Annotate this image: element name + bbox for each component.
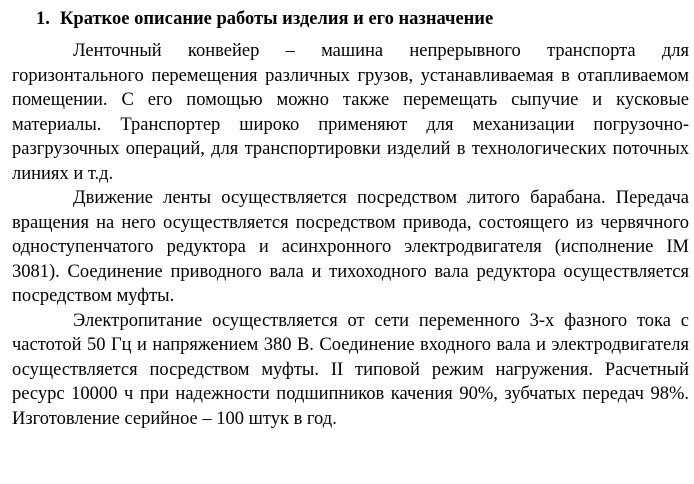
section-heading: [36, 8, 689, 30]
paragraph-purpose: Ленточный конвейер – машина непрерывного транспорта для горизонтального перемещения различных грузов, устанавливаемая в отапливаемом помещении. С его помощью можно также перемещать сыпучие и кусковые материалы. Транспортер широко применяют для механизации погрузочно-разгрузочных операций, для транспортировки изделий в технологических поточных линиях и т.д.: [12, 41, 689, 184]
section-number: 1.: [36, 9, 50, 29]
document-page: [12, 8, 689, 431]
section-title: Краткое описание работы изделия и его назначение: [60, 9, 494, 29]
paragraph-power: Электропитание осуществляется от сети переменного 3-х фазного тока с частотой 50 Гц и напряжением 380 В. Соединение входного вала и электродвигателя осуществляется посредством муфты. II типовой режим нагружения. Расчетный ресурс 10000 ч при надежности подшипников качения 90%, зубчатых передач 98%. Изготовление серийное – 100 штук в год.: [12, 310, 689, 429]
paragraph-drive: Движение ленты осуществляется посредством литого барабана. Передача вращения на него осуществляется посредством привода, состоящего из червячного одноступенчатого редуктора и асинхронного электродвигателя (исполнение IM 3081). Соединение приводного вала и тихоходного вала редуктора осуществляется посредством муфты.: [12, 188, 689, 306]
